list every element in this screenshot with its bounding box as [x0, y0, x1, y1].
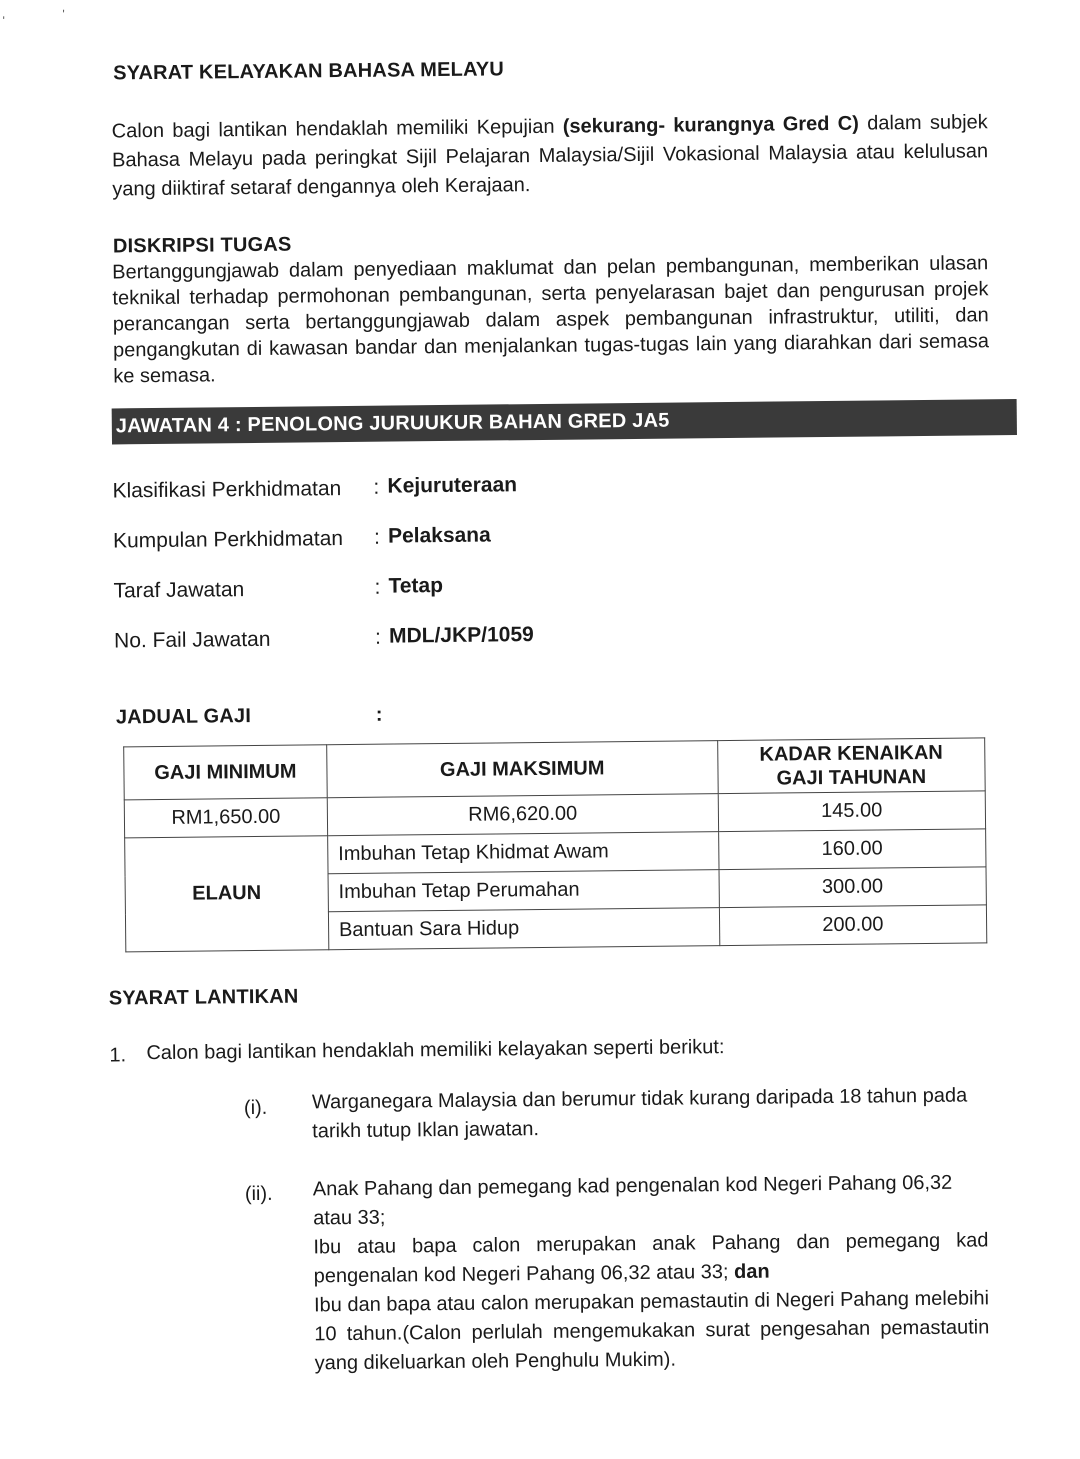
sub-item-i-number: (i). [243, 1096, 268, 1120]
cell-elaun-value: 300.00 [719, 867, 987, 908]
heading-diskripsi-tugas: DISKRIPSI TUGAS [112, 233, 292, 258]
info-label-kumpulan: Kumpulan Perkhidmatan [112, 527, 344, 553]
sub-item-ii-para-2-bold: dan [733, 1260, 770, 1283]
header-kadar-kenaikan [717, 738, 985, 794]
info-value-taraf: Tetap [388, 574, 444, 598]
sub-item-ii-number: (ii). [244, 1182, 273, 1206]
cell-elaun-value: 160.00 [718, 829, 986, 870]
sub-item-i-text: Warganegara Malaysia dan berumur tidak kurang daripada 18 tahun pada tarikh tutup Iklan jawatan. [311, 1084, 968, 1143]
jawatan-title: JAWATAN 4 : PENOLONG JURUUKUR BAHAN GRED JA5 [115, 409, 670, 438]
info-label-no-fail: No. Fail Jawatan [113, 627, 271, 653]
bm-para-bold: (sekurang- kurangnya Gred C) [562, 112, 859, 138]
cell-elaun-label: ELAUN [125, 836, 329, 952]
bm-requirement-paragraph [112, 108, 989, 204]
cell-elaun-value: 200.00 [719, 905, 987, 946]
sub-item-ii-para-1: Anak Pahang dan pemegang kad pengenalan kod Negeri Pahang 06,32 atau 33; [312, 1171, 953, 1230]
table-header-row [124, 738, 986, 800]
info-value-kumpulan: Pelaksana [387, 523, 491, 548]
cell-elaun-name: Bantuan Sara Hidup [328, 908, 719, 950]
cell-gaji-maksimum: RM6,620.00 [327, 794, 718, 836]
item-1-number: 1. [109, 1044, 127, 1067]
info-colon: : [374, 625, 382, 649]
info-colon: : [373, 525, 380, 549]
info-value-klasifikasi: Kejuruteraan [387, 473, 518, 498]
info-colon: : [374, 575, 381, 599]
header-gaji-minimum: GAJI MINIMUM [124, 745, 327, 800]
heading-syarat-lantikan: SYARAT LANTIKAN [108, 985, 299, 1010]
sub-item-ii-para-2 [313, 1226, 989, 1291]
sub-item-ii-para-3: Ibu dan bapa atau calon merupakan pemastautin di Negeri Pahang melebihi 10 tahun.(Calon perlulah mengemukakan surat pengesahan pemastautin yang dikeluarkan oleh Penghulu Mukim). [313, 1287, 990, 1375]
bm-para-text-2: dalam subjek Bahasa Melayu pada peringkat Sijil Pelajaran Malaysia/Sijil Vokasional Malaysia atau kelulusan yang diiktiraf setaraf dengannya oleh Kerajaan. [111, 111, 989, 201]
jadual-gaji-colon: : [375, 703, 383, 726]
info-label-klasifikasi: Klasifikasi Perkhidmatan [112, 477, 342, 503]
tugas-paragraph: Bertanggungjawab dalam penyediaan maklumat dan pelan pembangunan, memberikan ulasan teknikal terhadap permohonan pembangunan, serta penyelarasan bajet dan pengurusan projek perancangan serta bertanggungjawab dalam aspek pembangunan infrastruktur, utiliti, dan pengangkutan di kawasan bandar dan menjalankan tugas-tugas lain yang diarahkan dari semasa ke semasa. [112, 252, 990, 388]
header-kadar-kenaikan-line2: GAJI TAHUNAN [776, 765, 927, 790]
header-gaji-maksimum: GAJI MAKSIMUM [327, 741, 718, 798]
info-colon: : [373, 475, 380, 499]
cell-elaun-name: Imbuhan Tetap Perumahan [328, 870, 719, 912]
cell-elaun-name: Imbuhan Tetap Khidmat Awam [328, 832, 719, 874]
info-value-no-fail: MDL/JKP/1059 [388, 623, 534, 648]
heading-jadual-gaji: JADUAL GAJI [115, 705, 252, 729]
heading-syarat-kelayakan-bm: SYARAT KELAYAKAN BAHASA MELAYU [113, 58, 505, 85]
item-1-text: Calon bagi lantikan hendaklah memiliki kelayakan seperti berikut: [146, 1036, 725, 1065]
sub-item-ii-para-2-text: Ibu atau bapa calon merupakan anak Pahang dan pemegang kad pengenalan kod Negeri Pahang 06,32 atau 33; [313, 1229, 989, 1288]
cell-gaji-minimum: RM1,650.00 [124, 798, 327, 838]
cell-kadar-kenaikan: 145.00 [718, 791, 986, 832]
header-kadar-kenaikan-line1: KADAR KENAIKAN [759, 741, 943, 766]
scan-speck: ' [2, 13, 5, 28]
jawatan-title-bar [112, 399, 1017, 444]
scan-speck: ' [62, 6, 65, 21]
bm-para-text-1: Calon bagi lantikan hendaklah memiliki Kepujian [111, 115, 563, 143]
info-label-taraf: Taraf Jawatan [113, 578, 245, 603]
salary-table [123, 737, 987, 952]
sub-item-ii-body [313, 1168, 990, 1378]
